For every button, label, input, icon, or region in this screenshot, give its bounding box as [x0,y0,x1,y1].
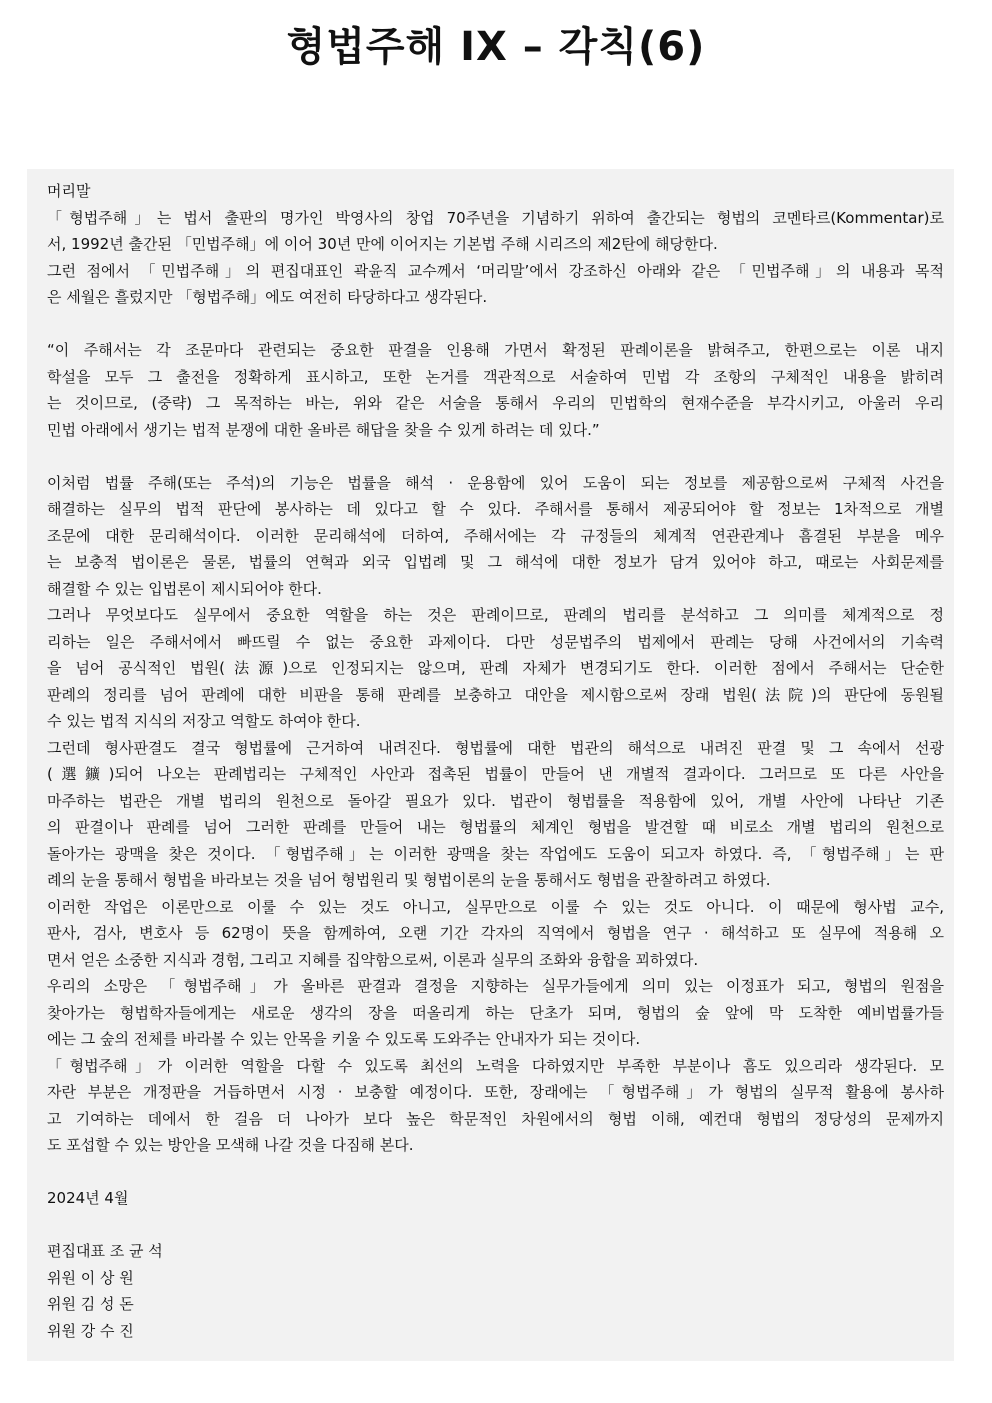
text-line: 은 세월은 흘렀지만 「형법주해」에도 여전히 타당하다고 생각된다. [47,288,488,306]
text-line: 는 것이므로, (중략) 그 목적하는 바는, 위와 같은 서술을 통해서 우리의 민법학의 현재수준을 부각시키고, 아울러 우리 [47,394,944,412]
paragraph-spacer [47,1159,944,1186]
text-line: “이 주해서는 각 조문마다 관련되는 중요한 판결을 인용해 가면서 확정된 판례이론을 밝혀주고, 한편으로는 이론 내지 [47,341,944,359]
text-line: 조문에 대한 문리해석이다. 이러한 문리해석에 더하여, 주해서에는 각 규정들의 체계적 연관관계나 흠결된 부분을 메우 [47,526,944,545]
text-line: 「형법주해」가 이러한 역할을 다할 수 있도록 최선의 노력을 다하였지만 부족한 부분이나 흠도 있으리라 생각된다. 모 [47,1056,944,1075]
text-line: 의 판결이나 판례를 넘어 그러한 판례를 만들어 내는 형법률의 체계인 형법을 발견할 때 비로소 개별 법리의 원천으로 [47,818,944,836]
text-line: 고 기여하는 데에서 한 걸음 더 나아가 보다 높은 학문적인 차원에서의 형법 이해, 예컨대 형법의 정당성의 문제까지 [47,1109,944,1128]
text-line: 면서 얻은 소중한 지식과 경험, 그리고 지혜를 집약함으로써, 이론과 실무의 조화와 융합을 꾀하였다. [47,950,699,969]
text-line: 그런데 형사판결도 결국 형법률에 근거하여 내려진다. 형법률에 대한 법관의 해석으로 내려진 판결 및 그 속에서 선광 [47,738,944,757]
preface-date: 2024년 4월 [47,1189,129,1207]
text-line: 도 포섭할 수 있는 방안을 모색해 나갈 것을 다짐해 본다. [47,1136,414,1154]
text-line: 이러한 작업은 이론만으로 이룰 수 있는 것도 아니고, 실무만으로 이룰 수 있는 것도 아니다. 이 때문에 형사법 교수, [47,897,944,916]
text-line: 수 있는 법적 지식의 저장고 역할도 하여야 한다. [47,712,361,730]
text-line: 례의 눈을 통해서 형법을 바라보는 것을 넘어 형법원리 및 형법이론의 눈을 통해서도 형법을 관찰하려고 하였다. [47,871,771,889]
signature-member: 위원 이 상 원 [47,1268,134,1287]
text-line: 돌아가는 광맥을 찾은 것이다. 「형법주해」는 이러한 광맥을 찾는 작업에도 도움이 되고자 하였다. 즉, 「형법주해」는 판 [47,844,944,863]
text-line: 판사, 검사, 변호사 등 62명이 뜻을 함께하여, 오랜 기간 각자의 직역에서 형법을 연구 · 해석하고 또 실무에 적용해 오 [47,924,944,942]
text-line: 찾아가는 형법학자들에게는 새로운 생각의 장을 떠올리게 하는 단초가 되며, 형법의 숲 앞에 막 도착한 예비법률가들 [47,1003,944,1022]
text-line: (選鑛)되어 나오는 판례법리는 구체적인 사안과 접촉된 법률이 만들어 낸 개별적 결과이다. 그러므로 또 다른 사안을 [47,765,944,783]
document-title: 형법주해 IX – 각칙(6) [286,24,706,70]
paragraph-function [47,470,944,603]
text-line: 우리의 소망은 「형법주해」가 올바른 판결과 결정을 지향하는 실무가들에게 의미 있는 이정표가 되고, 형법의 원점을 [47,977,944,995]
text-line: 마주하는 법관은 개별 법리의 원천으로 돌아갈 필요가 있다. 법관이 형법률을 적용함에 있어, 개별 사안에 나타난 기존 [47,791,944,810]
signature-member: 위원 강 수 진 [47,1321,134,1340]
text-line: 그런 점에서 「민법주해」의 편집대표인 곽윤직 교수께서 ‘머리말’에서 강조하신 아래와 같은 「민법주해」의 내용과 목적 [47,261,944,280]
text-line: 을 넘어 공식적인 법원(法源)으로 인정되지는 않으며, 판례 자체가 변경되기도 한다. 이러한 점에서 주해서는 단순한 [47,659,944,677]
preface-box [27,169,954,1361]
text-line: 학설을 모두 그 출전을 정확하게 표시하고, 또한 논거를 객관적으로 서술하여 민법 각 조항의 구체적인 내용을 밝히려 [47,367,944,386]
paragraph-spacer [47,311,944,338]
paragraph-hope [47,973,944,1053]
text-line: 해결할 수 있는 입법론이 제시되어야 한다. [47,579,322,598]
paragraph-closing [47,1053,944,1159]
paragraph-spacer [47,1212,944,1239]
text-line: 해결하는 실무의 법적 판단에 봉사하는 데 있다고 할 수 있다. 주해서를 통해서 제공되어야 할 정보는 1차적으로 개별 [47,500,944,518]
text-line: 는 보충적 법이론은 물론, 법률의 연혁과 외국 입법례 및 그 해석에 대한 정보가 담겨 있어야 하고, 때로는 사회문제를 [47,553,944,571]
preface-heading: 머리말 [47,182,91,200]
text-line: 판례의 정리를 넘어 판례에 대한 비판을 통해 판례를 보충하고 대안을 제시함으로써 장래 법원(法院)의 판단에 동원될 [47,685,944,704]
paragraph-spacer [47,443,944,470]
paragraph-context [47,258,944,311]
text-line: 에는 그 숲의 전체를 바라볼 수 있는 안목을 키울 수 있도록 도와주는 안내자가 되는 것이다. [47,1030,641,1048]
paragraph-quote [47,337,944,443]
text-line: 「형법주해」는 법서 출판의 명가인 박영사의 창업 70주년을 기념하기 위하여 출간되는 형법의 코멘타르(Kommentar)로 [47,208,944,227]
text-line: 리하는 일은 주해서에서 빠뜨릴 수 없는 중요한 과제이다. 다만 성문법주의 법제에서 판례는 당해 사건에서의 기속력 [47,632,944,651]
paragraph-collaboration [47,894,944,974]
signature-editor-in-chief: 편집대표 조 균 석 [47,1242,163,1260]
text-line: 서, 1992년 출간된 「민법주해」에 이어 30년 만에 이어지는 기본법 주해 시리즈의 제2탄에 해당한다. [47,235,718,253]
signature-member: 위원 김 성 돈 [47,1295,134,1313]
paragraph-intro [47,205,944,258]
text-line: 이처럼 법률 주해(또는 주석)의 기능은 법률을 해석 · 운용함에 있어 도움이 되는 정보를 제공함으로써 구체적 사건을 [47,473,944,492]
paragraph-criminal-judgment [47,735,944,894]
text-line: 민법 아래에서 생기는 법적 분쟁에 대한 올바른 해답을 찾을 수 있게 하려는 데 있다.” [47,420,600,439]
text-line: 자란 부분은 개정판을 거듭하면서 시정 · 보충할 예정이다. 또한, 장래에는 「형법주해」가 형법의 실무적 활용에 봉사하 [47,1083,944,1101]
text-line: 그러나 무엇보다도 실무에서 중요한 역할을 하는 것은 판례이므로, 판례의 법리를 분석하고 그 의미를 체계적으로 정 [47,606,944,624]
paragraph-precedent [47,602,944,735]
signature-block [47,1238,944,1344]
